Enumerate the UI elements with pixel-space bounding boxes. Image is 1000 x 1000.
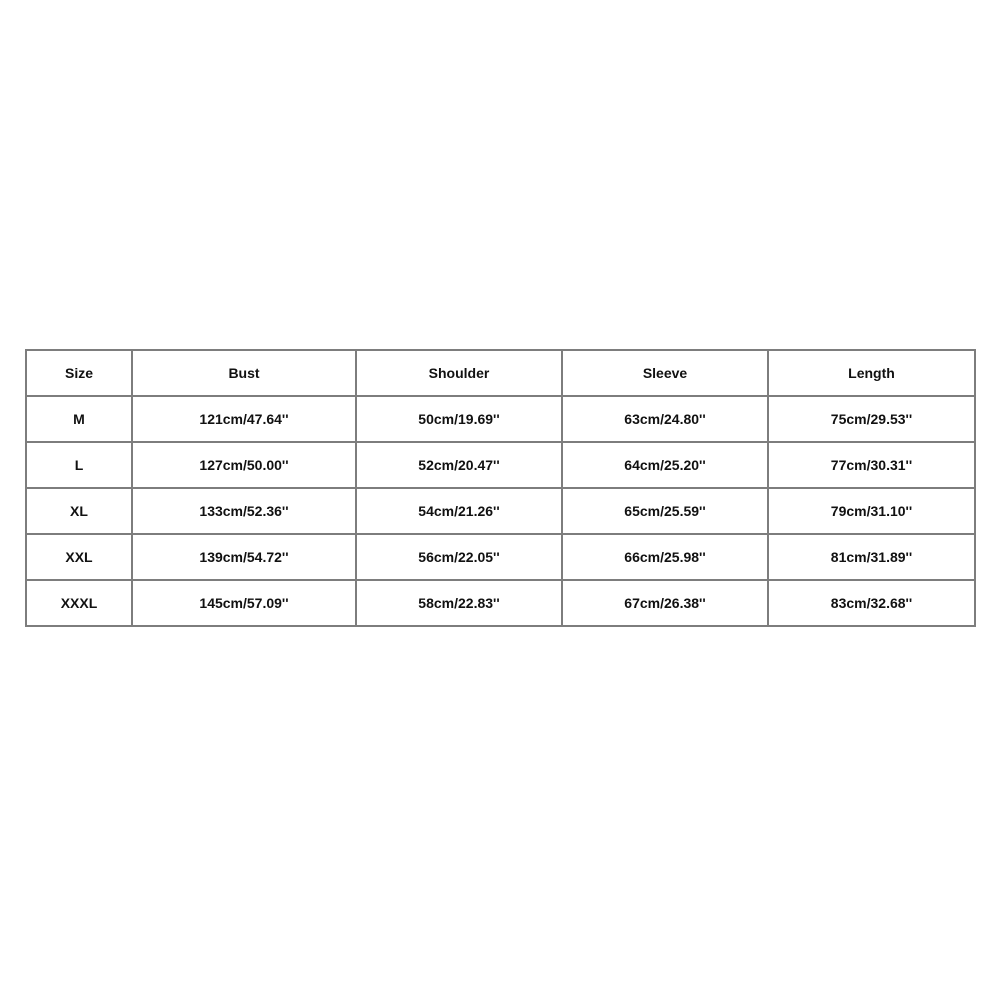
cell-bust: 133cm/52.36'': [132, 488, 356, 534]
cell-length: 79cm/31.10'': [768, 488, 975, 534]
cell-shoulder: 54cm/21.26'': [356, 488, 562, 534]
cell-size: XXL: [26, 534, 132, 580]
cell-shoulder: 56cm/22.05'': [356, 534, 562, 580]
cell-shoulder: 50cm/19.69'': [356, 396, 562, 442]
cell-bust: 127cm/50.00'': [132, 442, 356, 488]
table-row: [26, 488, 975, 534]
cell-shoulder: 52cm/20.47'': [356, 442, 562, 488]
cell-sleeve: 65cm/25.59'': [562, 488, 768, 534]
cell-length: 81cm/31.89'': [768, 534, 975, 580]
table-row: [26, 580, 975, 626]
cell-shoulder: 58cm/22.83'': [356, 580, 562, 626]
size-chart-table: [25, 349, 976, 627]
cell-sleeve: 64cm/25.20'': [562, 442, 768, 488]
table-header-row: [26, 350, 975, 396]
cell-size: XL: [26, 488, 132, 534]
cell-bust: 145cm/57.09'': [132, 580, 356, 626]
cell-sleeve: 67cm/26.38'': [562, 580, 768, 626]
cell-sleeve: 66cm/25.98'': [562, 534, 768, 580]
header-shoulder: Shoulder: [356, 350, 562, 396]
cell-bust: 139cm/54.72'': [132, 534, 356, 580]
header-size: Size: [26, 350, 132, 396]
table-row: [26, 396, 975, 442]
table-row: [26, 534, 975, 580]
cell-length: 77cm/30.31'': [768, 442, 975, 488]
table-row: [26, 442, 975, 488]
header-bust: Bust: [132, 350, 356, 396]
cell-bust: 121cm/47.64'': [132, 396, 356, 442]
header-length: Length: [768, 350, 975, 396]
header-sleeve: Sleeve: [562, 350, 768, 396]
cell-length: 75cm/29.53'': [768, 396, 975, 442]
cell-size: XXXL: [26, 580, 132, 626]
cell-size: M: [26, 396, 132, 442]
cell-sleeve: 63cm/24.80'': [562, 396, 768, 442]
cell-size: L: [26, 442, 132, 488]
cell-length: 83cm/32.68'': [768, 580, 975, 626]
